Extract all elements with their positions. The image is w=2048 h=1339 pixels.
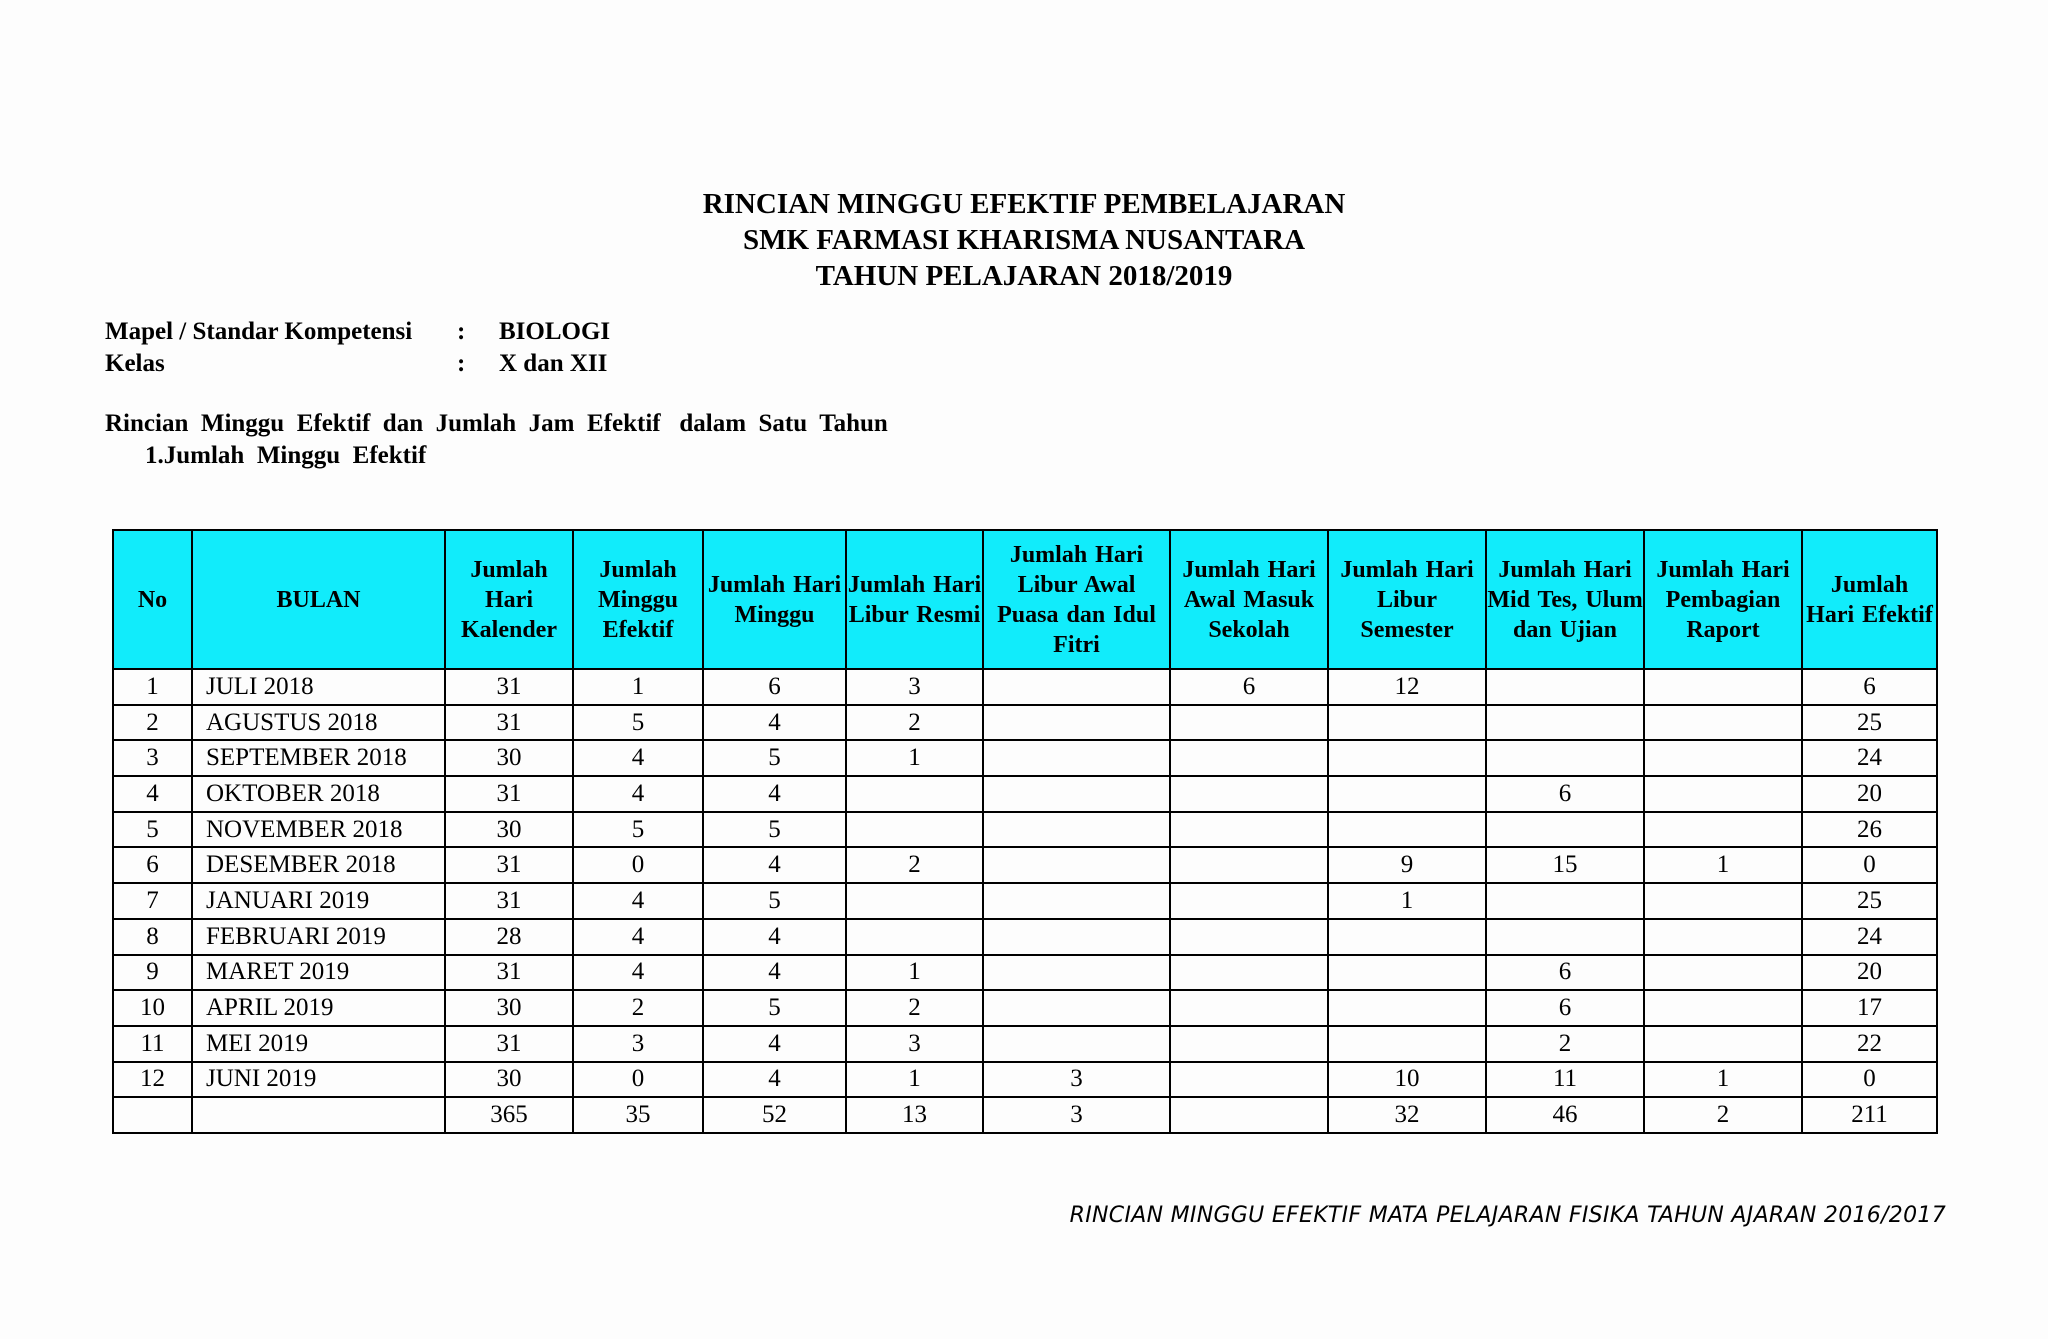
table-cell: 3 bbox=[983, 1097, 1170, 1133]
header-mid-tes: Jumlah Hari Mid Tes, Ulum dan Ujian bbox=[1486, 530, 1644, 669]
table-cell: 0 bbox=[573, 1062, 703, 1098]
table-cell bbox=[1644, 669, 1802, 705]
table-cell bbox=[1644, 740, 1802, 776]
table-cell: 0 bbox=[1802, 1062, 1937, 1098]
title-line-3: TAHUN PELAJARAN 2018/2019 bbox=[815, 260, 1233, 292]
table-cell: 11 bbox=[1486, 1062, 1644, 1098]
table-cell bbox=[983, 919, 1170, 955]
table-row bbox=[113, 1062, 1937, 1098]
table-cell bbox=[983, 847, 1170, 883]
table-cell: 1 bbox=[846, 740, 983, 776]
table-cell bbox=[983, 955, 1170, 991]
table-cell bbox=[1486, 883, 1644, 919]
table-cell bbox=[1644, 776, 1802, 812]
table-cell: 4 bbox=[703, 1026, 846, 1062]
table-cell bbox=[1170, 883, 1328, 919]
table-cell: APRIL 2019 bbox=[192, 990, 445, 1026]
footer-note: RINCIAN MINGGU EFEKTIF MATA PELAJARAN FISIKA TAHUN AJARAN 2016/2017 bbox=[1069, 1203, 1946, 1228]
table-row bbox=[113, 955, 1937, 991]
table-cell: 2 bbox=[846, 705, 983, 741]
table-cell: 4 bbox=[703, 1062, 846, 1098]
header-hari-kalender: Jumlah Hari Kalender bbox=[445, 530, 573, 669]
table-cell: 5 bbox=[703, 883, 846, 919]
table-cell: 4 bbox=[703, 705, 846, 741]
table-cell: 5 bbox=[573, 705, 703, 741]
table-cell: 2 bbox=[1486, 1026, 1644, 1062]
table-header-row bbox=[113, 530, 1937, 669]
document-title bbox=[0, 186, 2048, 294]
table-cell bbox=[1170, 705, 1328, 741]
table-cell: 3 bbox=[983, 1062, 1170, 1098]
table-cell: 3 bbox=[113, 740, 192, 776]
table-cell: 30 bbox=[445, 1062, 573, 1098]
table-cell bbox=[1328, 955, 1486, 991]
table-cell: 9 bbox=[1328, 847, 1486, 883]
table-cell: 32 bbox=[1328, 1097, 1486, 1133]
table-cell bbox=[1170, 1062, 1328, 1098]
table-cell: 6 bbox=[113, 847, 192, 883]
table-cell: 4 bbox=[573, 919, 703, 955]
mapel-label: Mapel / Standar Kompetensi bbox=[105, 318, 413, 345]
table-cell: 22 bbox=[1802, 1026, 1937, 1062]
table-cell: FEBRUARI 2019 bbox=[192, 919, 445, 955]
header-hari-minggu: Jumlah Hari Minggu bbox=[703, 530, 846, 669]
table-cell: JUNI 2019 bbox=[192, 1062, 445, 1098]
table-row bbox=[113, 812, 1937, 848]
table-cell bbox=[983, 812, 1170, 848]
subject-info bbox=[105, 316, 610, 380]
table-cell: 2 bbox=[846, 847, 983, 883]
table-cell: 11 bbox=[113, 1026, 192, 1062]
header-libur-semester: Jumlah Hari Libur Semester bbox=[1328, 530, 1486, 669]
table-cell bbox=[1328, 919, 1486, 955]
section-heading: Rincian Minggu Efektif dan Jumlah Jam Efektif dalam Satu Tahun bbox=[105, 410, 888, 437]
table-cell: 35 bbox=[573, 1097, 703, 1133]
table-cell bbox=[1170, 740, 1328, 776]
table-cell bbox=[1328, 1026, 1486, 1062]
table-cell: 1 bbox=[846, 955, 983, 991]
table-cell: 20 bbox=[1802, 955, 1937, 991]
table-cell bbox=[1644, 990, 1802, 1026]
header-awal-masuk: Jumlah Hari Awal Masuk Sekolah bbox=[1170, 530, 1328, 669]
table-cell: 5 bbox=[573, 812, 703, 848]
table-cell: 2 bbox=[846, 990, 983, 1026]
table-row bbox=[113, 705, 1937, 741]
table-cell bbox=[1170, 1026, 1328, 1062]
table-cell: 8 bbox=[113, 919, 192, 955]
table-row bbox=[113, 669, 1937, 705]
table-cell bbox=[983, 669, 1170, 705]
table-cell bbox=[1644, 883, 1802, 919]
table-cell: JULI 2018 bbox=[192, 669, 445, 705]
table-cell: 9 bbox=[113, 955, 192, 991]
table-cell bbox=[1644, 1026, 1802, 1062]
table-cell bbox=[192, 1097, 445, 1133]
title-line-1: RINCIAN MINGGU EFEKTIF PEMBELAJARAN bbox=[702, 188, 1346, 220]
table-cell: 6 bbox=[1802, 669, 1937, 705]
table-cell: 12 bbox=[113, 1062, 192, 1098]
table-cell: 4 bbox=[703, 955, 846, 991]
table-cell: 5 bbox=[703, 740, 846, 776]
table-cell: 31 bbox=[445, 883, 573, 919]
table-cell bbox=[1170, 919, 1328, 955]
table-cell bbox=[983, 990, 1170, 1026]
section-intro bbox=[105, 408, 888, 472]
table-cell: NOVEMBER 2018 bbox=[192, 812, 445, 848]
table-cell bbox=[1328, 705, 1486, 741]
kelas-label: Kelas bbox=[105, 350, 165, 377]
table-cell: 24 bbox=[1802, 740, 1937, 776]
table-cell: 3 bbox=[846, 1026, 983, 1062]
table-cell: 365 bbox=[445, 1097, 573, 1133]
mapel-colon: : bbox=[457, 318, 466, 345]
table-cell: 28 bbox=[445, 919, 573, 955]
table-cell: 211 bbox=[1802, 1097, 1937, 1133]
table-cell: 4 bbox=[573, 740, 703, 776]
table-cell: 6 bbox=[1170, 669, 1328, 705]
table-row bbox=[113, 847, 1937, 883]
table-cell: 31 bbox=[445, 847, 573, 883]
table-cell bbox=[983, 776, 1170, 812]
header-hari-efektif: Jumlah Hari Efektif bbox=[1802, 530, 1937, 669]
header-pembagian-raport: Jumlah Hari Pembagian Raport bbox=[1644, 530, 1802, 669]
mapel-value: BIOLOGI bbox=[499, 318, 611, 345]
table-cell bbox=[1644, 705, 1802, 741]
table-cell bbox=[113, 1097, 192, 1133]
header-libur-resmi: Jumlah Hari Libur Resmi bbox=[846, 530, 983, 669]
table-cell: 6 bbox=[1486, 990, 1644, 1026]
table-cell: DESEMBER 2018 bbox=[192, 847, 445, 883]
table-cell bbox=[1486, 919, 1644, 955]
table-cell bbox=[1328, 776, 1486, 812]
table-cell: 17 bbox=[1802, 990, 1937, 1026]
table-cell bbox=[1170, 847, 1328, 883]
title-line-2: SMK FARMASI KHARISMA NUSANTARA bbox=[742, 224, 1306, 256]
table-cell: MEI 2019 bbox=[192, 1026, 445, 1062]
table-cell: 1 bbox=[573, 669, 703, 705]
table-cell bbox=[1328, 812, 1486, 848]
table-cell bbox=[1486, 812, 1644, 848]
header-minggu-efektif: Jumlah Minggu Efektif bbox=[573, 530, 703, 669]
header-libur-puasa: Jumlah Hari Libur Awal Puasa dan Idul Fitri bbox=[983, 530, 1170, 669]
table-cell: 4 bbox=[573, 883, 703, 919]
table-cell: 30 bbox=[445, 740, 573, 776]
table-cell bbox=[983, 705, 1170, 741]
table-cell bbox=[1644, 919, 1802, 955]
table-cell: 2 bbox=[573, 990, 703, 1026]
table-cell bbox=[1644, 812, 1802, 848]
table-cell: 30 bbox=[445, 990, 573, 1026]
table-cell: SEPTEMBER 2018 bbox=[192, 740, 445, 776]
table-cell bbox=[983, 1026, 1170, 1062]
effective-weeks-table bbox=[112, 529, 1938, 1134]
table-cell: 31 bbox=[445, 669, 573, 705]
table-cell bbox=[846, 776, 983, 812]
table-cell: 7 bbox=[113, 883, 192, 919]
table-cell: 3 bbox=[846, 669, 983, 705]
table-cell bbox=[846, 883, 983, 919]
table-cell bbox=[1328, 990, 1486, 1026]
table-cell bbox=[983, 883, 1170, 919]
table-body bbox=[113, 669, 1937, 1133]
table-cell: 2 bbox=[1644, 1097, 1802, 1133]
table-cell: 0 bbox=[1802, 847, 1937, 883]
table-cell: 1 bbox=[1328, 883, 1486, 919]
table-cell: 2 bbox=[113, 705, 192, 741]
table-row bbox=[113, 740, 1937, 776]
mapel-row bbox=[105, 316, 610, 348]
header-no: No bbox=[113, 530, 192, 669]
table-cell: 31 bbox=[445, 776, 573, 812]
table-cell: 25 bbox=[1802, 883, 1937, 919]
table-cell bbox=[846, 919, 983, 955]
table-row bbox=[113, 1026, 1937, 1062]
table-cell bbox=[846, 812, 983, 848]
table-cell: 25 bbox=[1802, 705, 1937, 741]
table-cell: 3 bbox=[573, 1026, 703, 1062]
table-cell: 13 bbox=[846, 1097, 983, 1133]
table-cell bbox=[1328, 740, 1486, 776]
table-cell: 31 bbox=[445, 705, 573, 741]
table-cell bbox=[1644, 955, 1802, 991]
table-cell: JANUARI 2019 bbox=[192, 883, 445, 919]
table-cell bbox=[1170, 990, 1328, 1026]
totals-row bbox=[113, 1097, 1937, 1133]
table-row bbox=[113, 919, 1937, 955]
table-cell: MARET 2019 bbox=[192, 955, 445, 991]
table-cell: 4 bbox=[573, 955, 703, 991]
table-cell: 30 bbox=[445, 812, 573, 848]
table-cell: 24 bbox=[1802, 919, 1937, 955]
table-cell: 1 bbox=[846, 1062, 983, 1098]
table-cell: 10 bbox=[113, 990, 192, 1026]
table-cell: OKTOBER 2018 bbox=[192, 776, 445, 812]
table-cell: 5 bbox=[703, 990, 846, 1026]
table-cell: 1 bbox=[113, 669, 192, 705]
table-cell: 31 bbox=[445, 955, 573, 991]
table-cell bbox=[1486, 705, 1644, 741]
header-bulan: BULAN bbox=[192, 530, 445, 669]
table-row bbox=[113, 990, 1937, 1026]
table-cell: 6 bbox=[1486, 955, 1644, 991]
table-cell bbox=[1170, 812, 1328, 848]
table-cell bbox=[1486, 669, 1644, 705]
table-cell: 5 bbox=[113, 812, 192, 848]
table-cell: 6 bbox=[703, 669, 846, 705]
kelas-row bbox=[105, 348, 610, 380]
table-cell bbox=[1170, 1097, 1328, 1133]
table-cell: 5 bbox=[703, 812, 846, 848]
kelas-value: X dan XII bbox=[499, 350, 608, 377]
table-cell: 1 bbox=[1644, 1062, 1802, 1098]
section-subheading: 1.Jumlah Minggu Efektif bbox=[145, 442, 427, 469]
table-cell: 4 bbox=[703, 919, 846, 955]
table-cell: 26 bbox=[1802, 812, 1937, 848]
table-cell: 1 bbox=[1644, 847, 1802, 883]
table-cell: 4 bbox=[113, 776, 192, 812]
table-cell: 4 bbox=[703, 776, 846, 812]
table-cell bbox=[983, 740, 1170, 776]
table-cell: 20 bbox=[1802, 776, 1937, 812]
table-cell: AGUSTUS 2018 bbox=[192, 705, 445, 741]
table-cell bbox=[1170, 776, 1328, 812]
table-cell: 6 bbox=[1486, 776, 1644, 812]
table-cell: 15 bbox=[1486, 847, 1644, 883]
table-cell: 4 bbox=[703, 847, 846, 883]
kelas-colon: : bbox=[457, 350, 466, 377]
table-cell: 12 bbox=[1328, 669, 1486, 705]
table-row bbox=[113, 776, 1937, 812]
table-cell: 10 bbox=[1328, 1062, 1486, 1098]
table-row bbox=[113, 883, 1937, 919]
table-cell: 46 bbox=[1486, 1097, 1644, 1133]
table-cell: 4 bbox=[573, 776, 703, 812]
table-cell: 31 bbox=[445, 1026, 573, 1062]
table-cell bbox=[1486, 740, 1644, 776]
table-cell: 0 bbox=[573, 847, 703, 883]
table-cell: 52 bbox=[703, 1097, 846, 1133]
table-cell bbox=[1170, 955, 1328, 991]
